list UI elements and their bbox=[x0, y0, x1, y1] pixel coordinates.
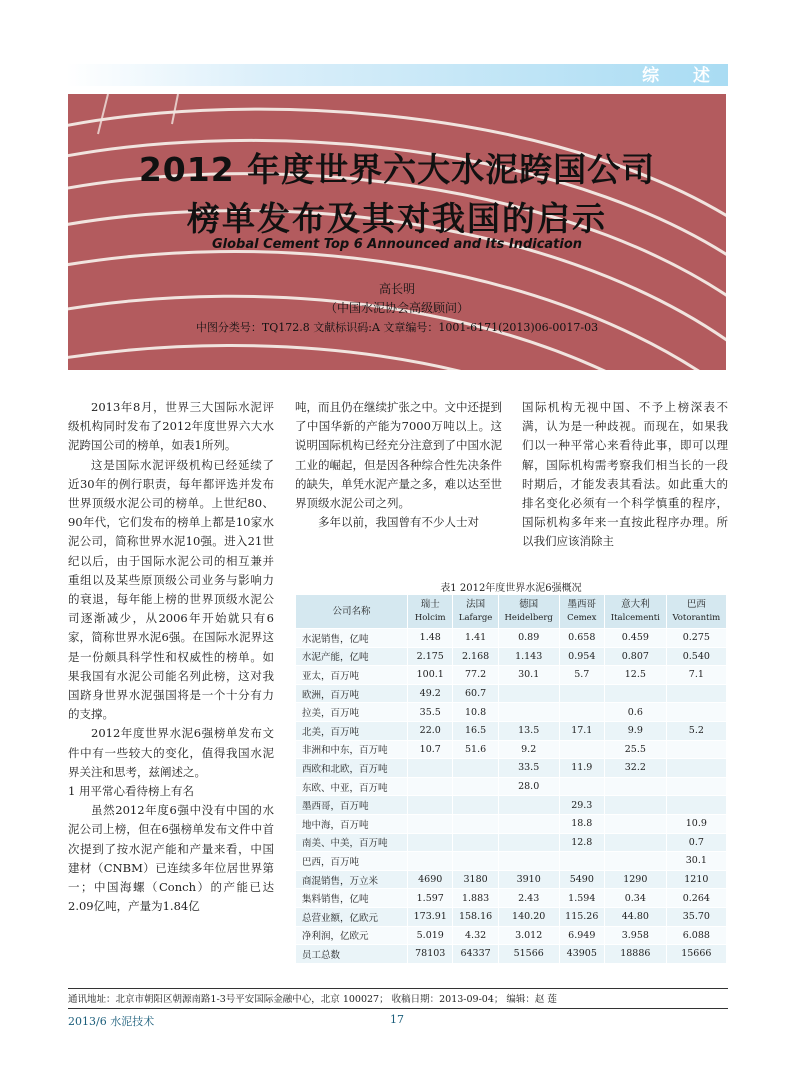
row-label: 南美、中美，百万吨 bbox=[296, 833, 408, 852]
table-row bbox=[296, 721, 727, 740]
body-column-3 bbox=[522, 398, 728, 552]
table-cell: 17.1 bbox=[559, 721, 604, 740]
table-cell: 5490 bbox=[559, 870, 604, 889]
company-country: 意大利 bbox=[621, 599, 650, 610]
company-country: 瑞士 bbox=[420, 599, 440, 610]
table-cell bbox=[604, 684, 666, 703]
table-cell: 12.8 bbox=[559, 833, 604, 852]
paragraph: 2012年度世界水泥6强榜单发布文件中有一些较大的变化，值得我国水泥界关注和思考，兹阐述之。 bbox=[68, 726, 274, 779]
table-cell: 5.2 bbox=[666, 721, 726, 740]
article-title-line1: 2012 年度世界六大水泥跨国公司 bbox=[138, 150, 656, 189]
english-title: Global Cement Top 6 Announced and Its Indication bbox=[211, 237, 583, 252]
row-label: 集料销售，亿吨 bbox=[296, 889, 408, 908]
company-name: Heidelberg bbox=[504, 613, 553, 623]
table-cell: 1290 bbox=[604, 870, 666, 889]
table-row bbox=[296, 796, 727, 815]
footer-rule bbox=[68, 1008, 728, 1009]
table-cell bbox=[559, 684, 604, 703]
table-cell bbox=[666, 740, 726, 759]
table-cell: 15666 bbox=[666, 945, 726, 964]
table-cell: 64337 bbox=[453, 945, 498, 964]
company-name: Cemex bbox=[567, 613, 597, 623]
row-label: 水泥产能，亿吨 bbox=[296, 647, 408, 666]
table-cell bbox=[453, 759, 498, 778]
company-country: 法国 bbox=[466, 599, 486, 610]
company-name: Holcim bbox=[414, 613, 446, 623]
table-cell: 0.275 bbox=[666, 629, 726, 648]
table-cell bbox=[604, 796, 666, 815]
section-heading: 1 用平常心看待榜上有名 bbox=[68, 784, 194, 799]
table-cell: 9.9 bbox=[604, 721, 666, 740]
table-cell bbox=[408, 852, 453, 871]
table-cell: 30.1 bbox=[498, 666, 559, 685]
table-cell: 33.5 bbox=[498, 759, 559, 778]
table-cell: 0.7 bbox=[666, 833, 726, 852]
table-cell bbox=[408, 814, 453, 833]
table-cell bbox=[498, 703, 559, 722]
table-cell bbox=[453, 777, 498, 796]
table-cell: 43905 bbox=[559, 945, 604, 964]
table-row bbox=[296, 777, 727, 796]
table-cell bbox=[408, 796, 453, 815]
table-row bbox=[296, 833, 727, 852]
cement-top6-table bbox=[295, 594, 727, 964]
table-row bbox=[296, 852, 727, 871]
table-row bbox=[296, 703, 727, 722]
row-label: 巴西，百万吨 bbox=[296, 852, 408, 871]
title-banner bbox=[68, 94, 726, 370]
row-label: 商混销售，万立米 bbox=[296, 870, 408, 889]
table-row bbox=[296, 666, 727, 685]
table-cell: 173.91 bbox=[408, 907, 453, 926]
header-company bbox=[604, 595, 666, 629]
table-cell: 4.32 bbox=[453, 926, 498, 945]
table-cell bbox=[604, 833, 666, 852]
header-company bbox=[666, 595, 726, 629]
table-cell: 4690 bbox=[408, 870, 453, 889]
table-cell: 25.5 bbox=[604, 740, 666, 759]
classification-line: 中图分类号：TQ172.8 文献标识码:A 文章编号：1001-6171(2013)06-0017-03 bbox=[195, 321, 599, 334]
table-cell bbox=[453, 852, 498, 871]
table-cell: 10.8 bbox=[453, 703, 498, 722]
table-row bbox=[296, 945, 727, 964]
journal-issue: 2013/6 水泥技术 bbox=[68, 1015, 155, 1028]
table-cell: 2.43 bbox=[498, 889, 559, 908]
table-cell bbox=[408, 759, 453, 778]
row-label: 西欧和北欧，百万吨 bbox=[296, 759, 408, 778]
table-cell: 78103 bbox=[408, 945, 453, 964]
table-cell: 0.540 bbox=[666, 647, 726, 666]
table-cell: 0.658 bbox=[559, 629, 604, 648]
table-cell: 0.807 bbox=[604, 647, 666, 666]
table-cell: 0.954 bbox=[559, 647, 604, 666]
table-row bbox=[296, 740, 727, 759]
row-label: 亚太，百万吨 bbox=[296, 666, 408, 685]
table-cell: 51566 bbox=[498, 945, 559, 964]
row-label: 地中海，百万吨 bbox=[296, 814, 408, 833]
table-cell: 0.89 bbox=[498, 629, 559, 648]
correspondence-note: 通讯地址：北京市朝阳区朝源南路1-3号平安国际金融中心，北京 100027； 收稿日期：2013-09-04； 编辑：赵 莲 bbox=[68, 994, 557, 1005]
table-cell bbox=[498, 833, 559, 852]
table-cell: 6.088 bbox=[666, 926, 726, 945]
table-cell: 18886 bbox=[604, 945, 666, 964]
table-cell: 49.2 bbox=[408, 684, 453, 703]
table-row bbox=[296, 759, 727, 778]
body-column-2 bbox=[295, 398, 502, 532]
table-cell: 9.2 bbox=[498, 740, 559, 759]
table-row bbox=[296, 889, 727, 908]
row-label: 员工总数 bbox=[296, 945, 408, 964]
header-company bbox=[408, 595, 453, 629]
table-cell: 0.6 bbox=[604, 703, 666, 722]
row-label: 东欧、中亚，百万吨 bbox=[296, 777, 408, 796]
header-company-name: 公司名称 bbox=[296, 595, 408, 629]
table-cell: 5.7 bbox=[559, 666, 604, 685]
table-cell bbox=[498, 852, 559, 871]
table-caption: 表1 2012年度世界水泥6强概况 bbox=[440, 583, 582, 594]
header-company bbox=[453, 595, 498, 629]
table-cell: 115.26 bbox=[559, 907, 604, 926]
table-cell: 3910 bbox=[498, 870, 559, 889]
body-column-1 bbox=[68, 398, 274, 916]
company-name: Italcementi bbox=[610, 613, 660, 623]
table-cell: 32.2 bbox=[604, 759, 666, 778]
table-row bbox=[296, 926, 727, 945]
table-cell: 100.1 bbox=[408, 666, 453, 685]
table-cell: 11.9 bbox=[559, 759, 604, 778]
table-cell bbox=[666, 777, 726, 796]
table-row bbox=[296, 907, 727, 926]
footer-rule bbox=[68, 988, 728, 989]
header-company bbox=[498, 595, 559, 629]
table-cell: 0.34 bbox=[604, 889, 666, 908]
table-row bbox=[296, 870, 727, 889]
paragraph: 这是国际水泥评级机构已经延续了近30年的例行职责，每年都评选并发布世界顶级水泥公司的榜单。上世纪80、90年代，它们发布的榜单上都是10家水泥公司，简称世界水泥10强。进入21世纪以后，由于国际水泥公司的相互兼并重组以及某些原顶级公司业务与影响力的衰退，每年能上榜的世界顶级水泥公司逐渐减少，从2006年开始就只有6家，简称世界水泥6强。在国际水泥界这是一份颇具科学性和权威性的榜单。如果我国有水泥公司能名列此榜，这对我国跻身世界水泥强国将是一个十分有力的支撑。 bbox=[68, 457, 274, 722]
table-cell bbox=[666, 796, 726, 815]
table-cell bbox=[559, 777, 604, 796]
table-cell: 2.175 bbox=[408, 647, 453, 666]
table-cell: 1.597 bbox=[408, 889, 453, 908]
table-cell: 12.5 bbox=[604, 666, 666, 685]
table-cell: 140.20 bbox=[498, 907, 559, 926]
table-cell: 1.594 bbox=[559, 889, 604, 908]
table-cell bbox=[559, 740, 604, 759]
table-cell: 35.5 bbox=[408, 703, 453, 722]
table-cell: 35.70 bbox=[666, 907, 726, 926]
table-cell: 5.019 bbox=[408, 926, 453, 945]
table-cell: 60.7 bbox=[453, 684, 498, 703]
company-country: 德国 bbox=[519, 599, 539, 610]
table-cell: 44.80 bbox=[604, 907, 666, 926]
company-name: Votorantim bbox=[672, 613, 721, 623]
table-cell: 29.3 bbox=[559, 796, 604, 815]
row-label: 净利润，亿欧元 bbox=[296, 926, 408, 945]
table-cell: 51.6 bbox=[453, 740, 498, 759]
table-cell bbox=[666, 684, 726, 703]
paragraph: 国际机构无视中国、不予上榜深表不满，认为是一种歧视。而现在，如果我们以一种平常心来看待此事，即可以理解，国际机构需考察我们相当长的一段时期后，才能发表其看法。如此重大的排名变化必须有一个科学慎重的程序，国际机构多年来一直按此程序办理。所以我们应该消除主 bbox=[522, 400, 728, 549]
table-cell: 1.883 bbox=[453, 889, 498, 908]
table-cell: 2.168 bbox=[453, 647, 498, 666]
table-cell bbox=[604, 777, 666, 796]
table-cell: 3.012 bbox=[498, 926, 559, 945]
company-country: 巴西 bbox=[686, 599, 706, 610]
table-cell bbox=[453, 833, 498, 852]
author: 高长明 bbox=[378, 282, 415, 296]
row-label: 欧洲，百万吨 bbox=[296, 684, 408, 703]
row-label: 水泥销售，亿吨 bbox=[296, 629, 408, 648]
table-cell bbox=[666, 703, 726, 722]
table-cell: 13.5 bbox=[498, 721, 559, 740]
table-cell: 16.5 bbox=[453, 721, 498, 740]
table-cell: 0.264 bbox=[666, 889, 726, 908]
company-name: Lafarge bbox=[458, 613, 493, 623]
table-row bbox=[296, 684, 727, 703]
paragraph: 2013年8月，世界三大国际水泥评级机构同时发布了2012年度世界六大水泥跨国公司的榜单，如表1所列。 bbox=[68, 400, 274, 453]
row-label: 北美，百万吨 bbox=[296, 721, 408, 740]
table-cell: 22.0 bbox=[408, 721, 453, 740]
table-cell bbox=[559, 852, 604, 871]
page-number: 17 bbox=[390, 1013, 404, 1026]
table-cell: 0.459 bbox=[604, 629, 666, 648]
table-row bbox=[296, 814, 727, 833]
table-cell bbox=[666, 759, 726, 778]
paragraph: 虽然2012年度6强中没有中国的水泥公司上榜，但在6强榜单发布文件中首次提到了按水泥产能和产量来看，中国建材（CNBM）已连续多年位居世界第一；中国海螺（Conch）的产能已达2.09亿吨，产量为1.84亿 bbox=[68, 803, 274, 914]
header-company bbox=[559, 595, 604, 629]
row-label: 墨西哥，百万吨 bbox=[296, 796, 408, 815]
table-row bbox=[296, 647, 727, 666]
table-cell: 1210 bbox=[666, 870, 726, 889]
row-label: 非洲和中东，百万吨 bbox=[296, 740, 408, 759]
table-cell: 30.1 bbox=[666, 852, 726, 871]
table-cell: 18.8 bbox=[559, 814, 604, 833]
section-tag: 综 述 bbox=[642, 66, 724, 86]
table-cell: 10.7 bbox=[408, 740, 453, 759]
table-cell: 1.143 bbox=[498, 647, 559, 666]
header-band bbox=[66, 64, 728, 86]
table-cell bbox=[408, 833, 453, 852]
table-cell: 3180 bbox=[453, 870, 498, 889]
table-cell: 6.949 bbox=[559, 926, 604, 945]
table-cell bbox=[559, 703, 604, 722]
table-cell: 3.958 bbox=[604, 926, 666, 945]
table-cell bbox=[498, 814, 559, 833]
table-cell bbox=[453, 796, 498, 815]
table-cell: 158.16 bbox=[453, 907, 498, 926]
table-header-row bbox=[296, 595, 727, 629]
table-cell bbox=[498, 796, 559, 815]
table-cell: 28.0 bbox=[498, 777, 559, 796]
table-cell bbox=[498, 684, 559, 703]
paragraph: 吨，而且仍在继续扩张之中。文中还提到了中国华新的产能为7000万吨以上。这说明国际机构已经充分注意到了中国水泥工业的崛起，但是因各种综合性先决条件的缺失，单凭水泥产量之多，难以达至世界顶级水泥公司之列。 bbox=[295, 400, 502, 511]
author-affiliation: （中国水泥协会高级顾问） bbox=[324, 301, 469, 315]
paragraph: 多年以前，我国曾有不少人士对 bbox=[318, 515, 479, 530]
company-country: 墨西哥 bbox=[567, 599, 597, 610]
table-cell: 1.41 bbox=[453, 629, 498, 648]
row-label: 总营业额，亿欧元 bbox=[296, 907, 408, 926]
table-cell: 77.2 bbox=[453, 666, 498, 685]
table-cell bbox=[453, 814, 498, 833]
table-cell: 7.1 bbox=[666, 666, 726, 685]
table-cell bbox=[604, 852, 666, 871]
article-title-line2: 榜单发布及其对我国的启示 bbox=[187, 199, 607, 238]
table-cell bbox=[604, 814, 666, 833]
row-label: 拉美，百万吨 bbox=[296, 703, 408, 722]
table-cell: 1.48 bbox=[408, 629, 453, 648]
table-row bbox=[296, 629, 727, 648]
table-cell bbox=[408, 777, 453, 796]
table-cell: 10.9 bbox=[666, 814, 726, 833]
